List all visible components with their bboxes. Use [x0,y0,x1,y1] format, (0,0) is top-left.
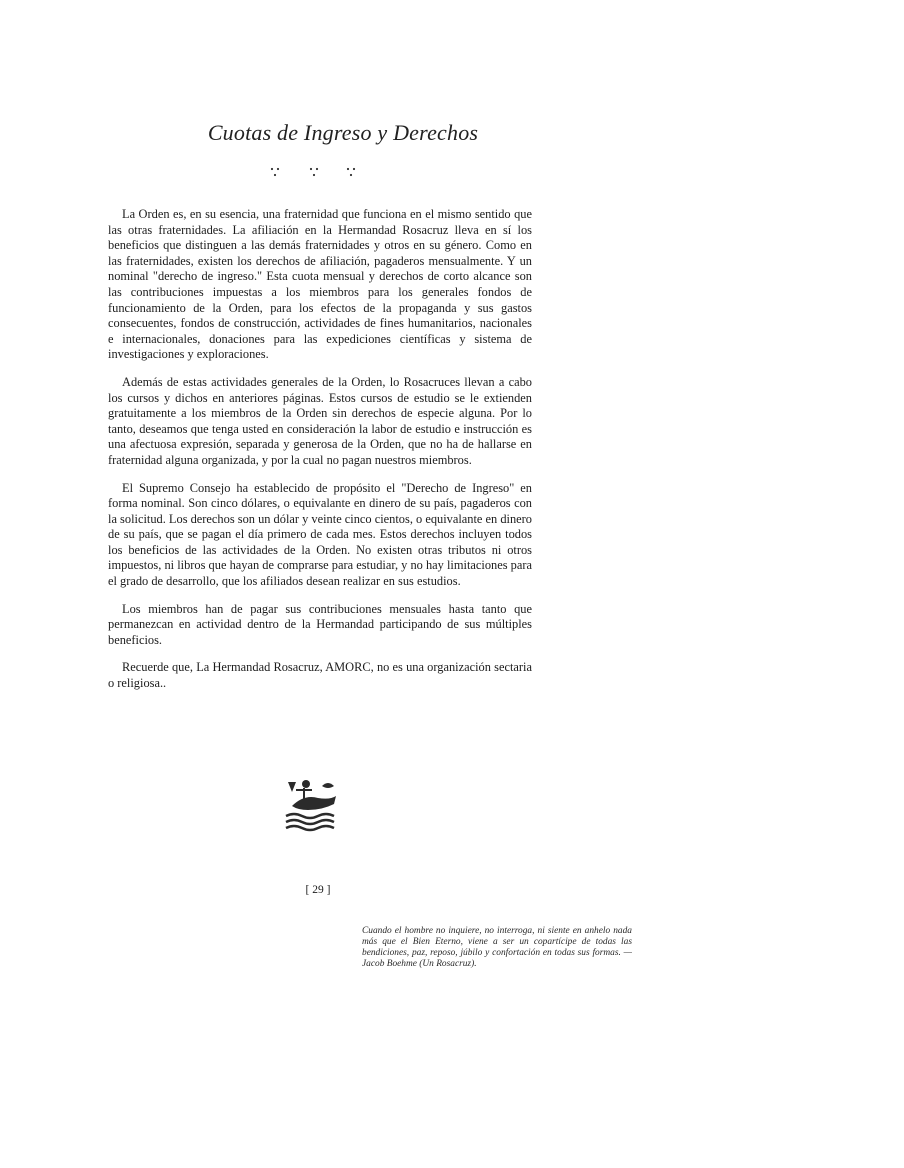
paragraph-3: El Supremo Consejo ha establecido de propósito el "Derecho de Ingreso" en forma nominal. Son cinco dólares, o equivalante en dinero de su país, pagaderos con la solicitud. Los derechos son un dólar y veinte cinco cientos, o equivalante en dinero de su país, que se pagan el día primero de cada mes. Estos derechos incluyen todos los beneficios de las actividades de la Orden. No existen otras tributos ni otros impuestos, ni libros que hayan de comprarse para estudiar, y no hay limitaciones para el grado de desarrollo, que los afiliados desean realizar en sus estudios. [108,480,532,589]
page-title: Cuotas de Ingreso y Derechos [207,120,479,145]
body-text [108,207,532,704]
page-number: [ 29 ] [305,884,331,896]
triple-dot-ornament [268,164,368,184]
paragraph-2: Además de estas actividades generales de la Orden, lo Rosacruces llevan a cabo los cursos y dichos en anteriores páginas. Estos cursos de estudio se le extienden gratuitamente a los miembros de la Orden sin derechos de especie alguna. Por lo tanto, deseamos que tenga usted en consideración la labor de estudio e instrucción es una afectuosa expresión, separada y generosa de la Orden, que no ha de hallarse en fraternidad alguna organizada, y por la cual no pagan nuestros miembros. [108,374,532,467]
paragraph-5: Recuerde que, La Hermandad Rosacruz, AMORC, no es una organización sectaria o religiosa.. [108,660,532,691]
paragraph-1: La Orden es, en su esencia, una fraternidad que funciona en el mismo sentido que las otras fraternidades. La afiliación en la Hermandad Rosacruz lleva en sí los beneficios que distinguen a las demás fraternidades y otros en su género. Como en las fraternidades, existen los derechos de afiliación, pagaderos mensualmente. Y un nominal "derecho de ingreso." Esta cuota mensual y derechos de corto alcance son las contribuciones impuestas a los miembros para los generales fondos de funcionamiento de la Orden, para los efectos de la propaganda y sus gastos consecuentes, fondos de construcción, actividades de fines humanitarios, nacionales e internacionales, donaciones para las expediciones científicas y sistema de investigaciones y exploraciones. [108,207,532,362]
rosicrucian-emblem-icon [282,776,342,832]
paragraph-4: Los miembros han de pagar sus contribuciones mensuales hasta tanto que permanezcan en actividad dentro de la Hermandad participando de sus múltiples beneficios. [108,601,532,647]
epigraph-quote: Cuando el hombre no inquiere, no interroga, ni siente en anhelo nada más que el Bien Eterno, viene a ser un copartícipe de todas las bendiciones, paz, reposo, júbilo y confortación en todas sus formas. —Jacob Boehme (Un Rosacruz). [362,926,632,969]
